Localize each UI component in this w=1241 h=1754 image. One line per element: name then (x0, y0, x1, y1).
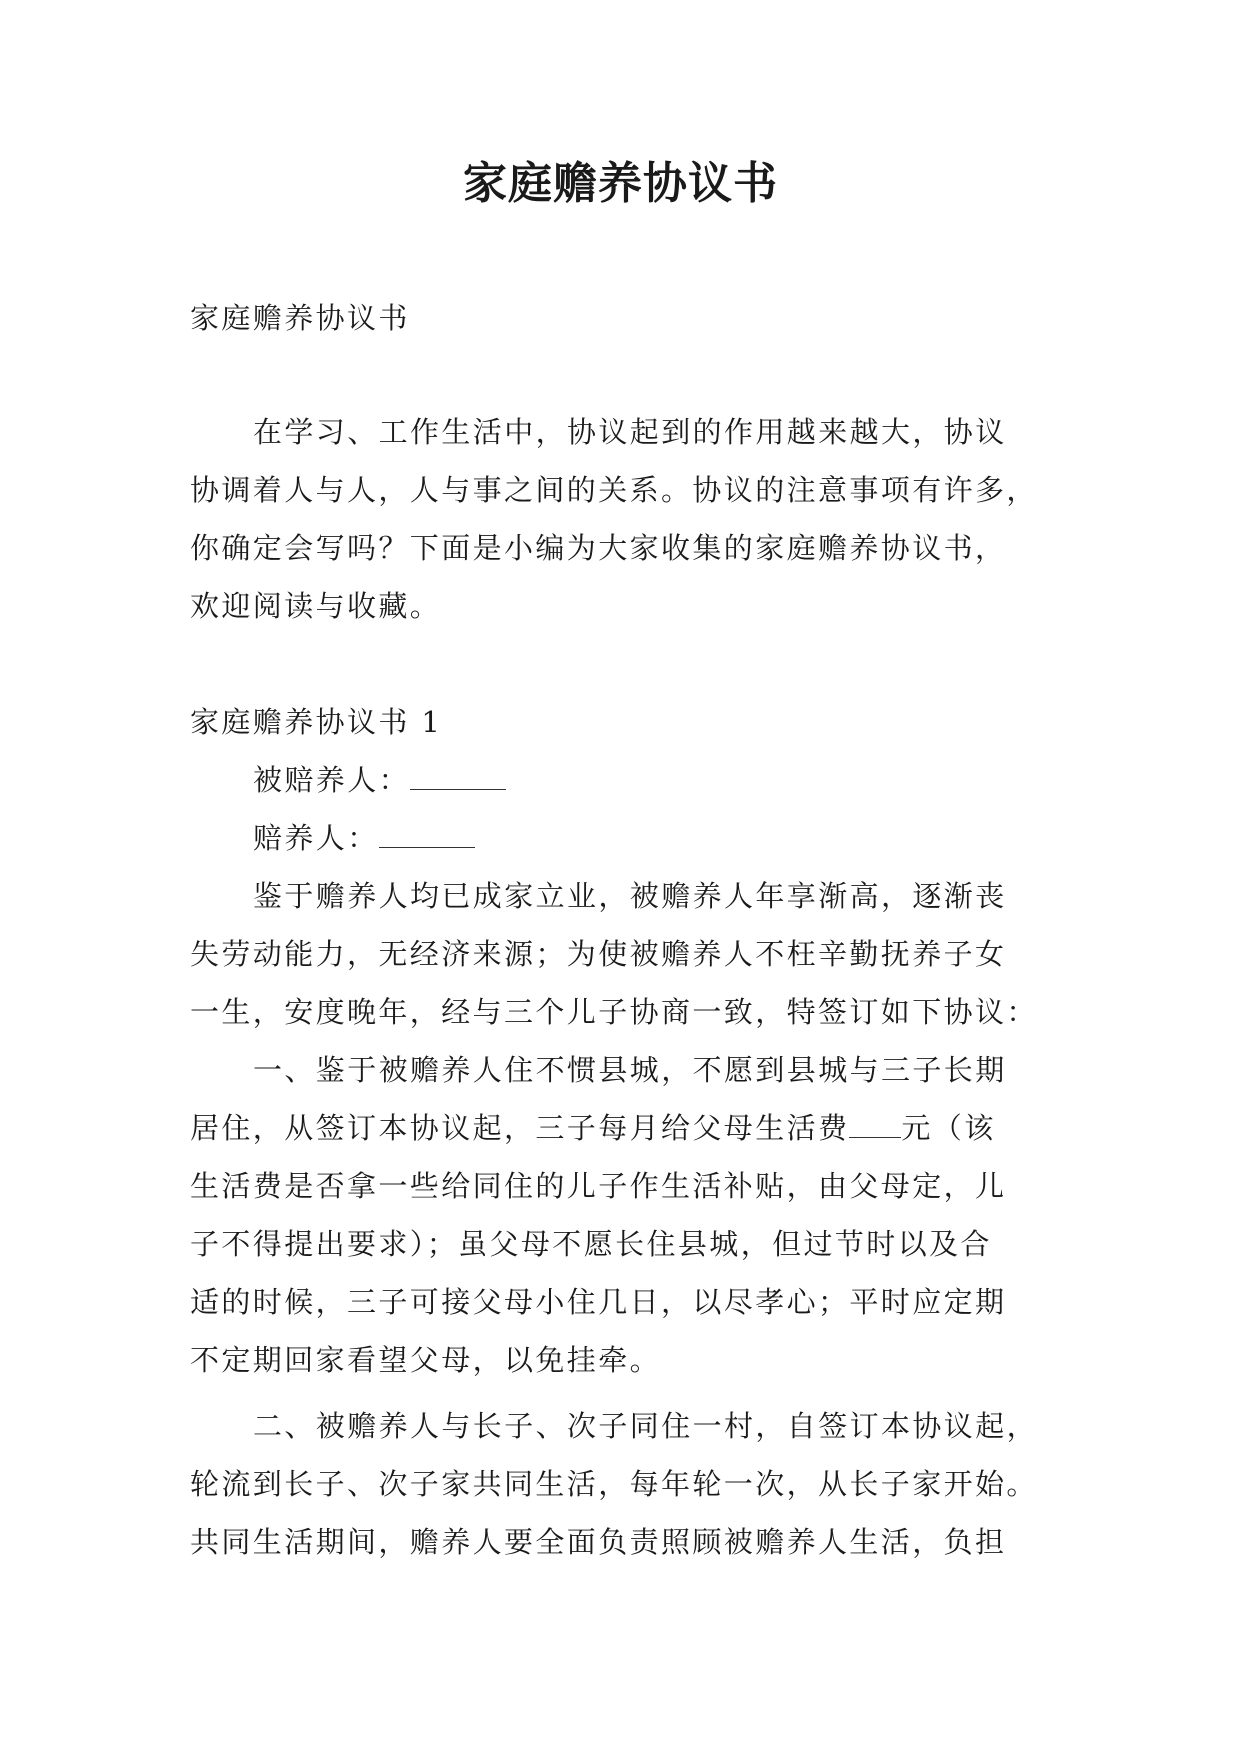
section-heading: 家庭赡养协议书 1 (190, 705, 443, 739)
clause2-line: 轮流到长子、次子家共同生活，每年轮一次，从长子家开始。 (190, 1467, 1038, 1501)
clause1-line: 一、鉴于被赡养人住不惯县城，不愿到县城与三子长期 (253, 1053, 1007, 1087)
party-supported-blank (410, 763, 506, 790)
document-title: 家庭赡养协议书 (463, 158, 778, 209)
clause1-line: 适的时候，三子可接父母小住几日，以尽孝心；平时应定期 (190, 1285, 1007, 1319)
party-supporter-label: 赔养人： (253, 821, 379, 855)
party-supporter-line (253, 818, 475, 858)
party-supporter-blank (379, 821, 475, 848)
preamble-line: 鉴于赡养人均已成家立业，被赡养人年享渐高，逐渐丧 (253, 879, 1007, 913)
intro-line: 欢迎阅读与收藏。 (190, 589, 442, 623)
clause1-line: 生活费是否拿一些给同住的儿子作生活补贴，由父母定，儿 (190, 1169, 1007, 1203)
clause2-line: 共同生活期间，赡养人要全面负责照顾被赡养人生活，负担 (190, 1525, 1007, 1559)
party-supported-line (253, 760, 506, 800)
preamble-line: 一生，安度晚年，经与三个儿子协商一致，特签订如下协议： (190, 995, 1038, 1029)
intro-line: 协调着人与人，人与事之间的关系。协议的注意事项有许多， (190, 473, 1038, 507)
clause1-text: 元（该 (901, 1111, 996, 1145)
clause1-text: 居住，从签订本协议起，三子每月给父母生活费 (190, 1111, 850, 1145)
clause1-line: 不定期回家看望父母，以免挂牵。 (190, 1343, 662, 1377)
clause1-line: 子不得提出要求）；虽父母不愿长住县城，但过节时以及合 (190, 1227, 992, 1261)
allowance-blank (849, 1111, 901, 1138)
party-supported-label: 被赔养人： (253, 763, 411, 797)
intro-line: 在学习、工作生活中，协议起到的作用越来越大，协议 (253, 415, 1007, 449)
preamble-line: 失劳动能力，无经济来源；为使被赡养人不枉辛勤抚养子女 (190, 937, 1007, 971)
document-subtitle: 家庭赡养协议书 (190, 301, 410, 335)
clause1-line (190, 1108, 996, 1148)
intro-line: 你确定会写吗？下面是小编为大家收集的家庭赡养协议书， (190, 531, 1007, 565)
clause2-line: 二、被赡养人与长子、次子同住一村，自签订本协议起， (253, 1409, 1039, 1443)
